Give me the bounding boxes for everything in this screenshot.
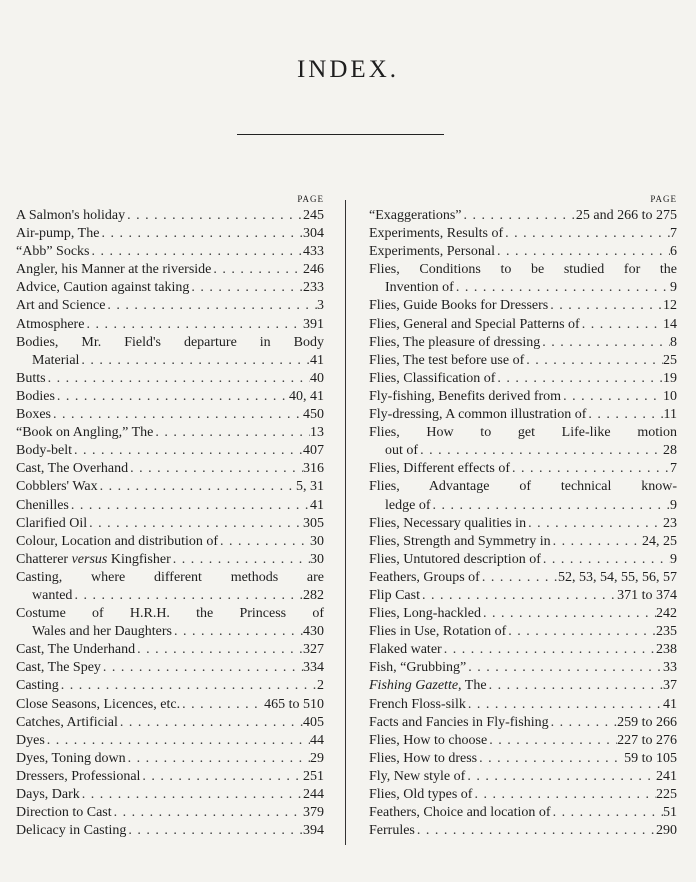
- leader-dots: [105, 297, 317, 315]
- index-entry: [16, 297, 324, 315]
- entry-text: Fly-fishing, Benefits derived from: [369, 388, 562, 404]
- page-title: INDEX.: [296, 56, 399, 83]
- page-column-label: PAGE: [297, 194, 324, 204]
- leader-dots: [472, 786, 656, 804]
- leader-dots: [487, 677, 663, 695]
- entry-text: Ferrules: [369, 823, 415, 839]
- entry-page-number: 19: [663, 370, 677, 386]
- entry-page-number: 41: [310, 497, 324, 513]
- index-entry: [369, 641, 677, 659]
- leader-dots: [430, 497, 670, 515]
- index-entry: [369, 207, 677, 225]
- entry-page-number: 7: [670, 226, 677, 242]
- index-entry: [16, 605, 324, 641]
- leader-dots: [98, 478, 296, 496]
- index-entry: [16, 316, 324, 334]
- entry-page-number: 244: [303, 787, 324, 802]
- entry-page-number: 407: [303, 443, 324, 459]
- entry-page-number: 9: [670, 280, 677, 296]
- entry-text: Dressers, Professional: [16, 768, 141, 784]
- leader-dots: [211, 261, 303, 279]
- title-rule: [237, 134, 444, 135]
- leader-dots: [118, 714, 303, 732]
- entry-text: Bodies, Mr. Field's departure in Body: [16, 334, 324, 350]
- entry-text: Flies, Conditions to be studied for the: [369, 262, 677, 278]
- leader-dots: [477, 750, 624, 768]
- entry-text: Flies, How to dress: [369, 750, 478, 766]
- entry-page-number: 282: [303, 587, 324, 603]
- entry-page-number: 7: [670, 461, 677, 477]
- entry-page-number: 24, 25: [642, 533, 677, 549]
- entry-page-number: 379: [303, 805, 324, 821]
- entry-page-number: 37: [663, 678, 677, 694]
- index-entry: [16, 442, 324, 460]
- entry-page-number: 6: [670, 244, 677, 260]
- entry-text: Catches, Artificial: [16, 714, 118, 730]
- entry-text: Direction to Cast: [16, 805, 112, 821]
- entry-page-number: 433: [303, 244, 324, 260]
- leader-dots: [548, 297, 663, 315]
- leader-dots: [580, 316, 663, 334]
- entry-text: Flies, Different effects of: [369, 461, 510, 477]
- entry-text: Invention of: [385, 280, 454, 296]
- leader-dots: [101, 659, 303, 677]
- index-entry: [369, 297, 677, 315]
- leader-dots: [59, 677, 317, 695]
- entry-text: Angler, his Manner at the riverside: [16, 262, 212, 278]
- index-list-right: [369, 207, 677, 840]
- entry-page-number: 25: [663, 352, 677, 368]
- entry-text: Colour, Location and distribution of: [16, 533, 219, 549]
- entry-text: Close Seasons, Licences, etc.: [16, 696, 181, 712]
- entry-text: Experiments, Results of: [369, 226, 504, 242]
- index-entry: [16, 696, 324, 714]
- index-entry: [16, 822, 324, 840]
- leader-dots: [180, 696, 264, 714]
- leader-dots: [420, 587, 617, 605]
- leader-dots: [551, 804, 663, 822]
- entry-page-number: 23: [663, 515, 677, 531]
- leader-dots: [442, 641, 656, 659]
- index-entry: [369, 460, 677, 478]
- leader-dots: [55, 388, 289, 406]
- index-entry: [16, 424, 324, 442]
- entry-page-number: 235: [656, 624, 677, 640]
- entry-text: Experiments, Personal: [369, 244, 495, 260]
- entry-text: Flies, Strength and Symmetry in: [369, 533, 551, 549]
- leader-dots: [466, 659, 663, 677]
- entry-text: Chatterer versus Kingfisher: [16, 551, 171, 567]
- entry-page-number: 9: [670, 497, 677, 513]
- index-entry: [16, 279, 324, 297]
- index-entry: [16, 569, 324, 605]
- index-entry: [16, 370, 324, 388]
- leader-dots: [112, 804, 303, 822]
- entry-text: Bodies: [16, 388, 55, 404]
- entry-text: Material: [32, 352, 80, 368]
- leader-dots: [480, 569, 558, 587]
- index-entry: [369, 478, 677, 514]
- entry-text: Fish, “Grubbing”: [369, 660, 467, 676]
- entry-text: “Exaggerations”: [369, 208, 462, 223]
- index-entry: [369, 750, 677, 768]
- leader-dots: [495, 243, 670, 261]
- leader-dots: [561, 388, 663, 406]
- index-entry: [16, 243, 324, 261]
- index-column-right: [369, 191, 677, 840]
- index-entry: [16, 641, 324, 659]
- index-entry: [369, 370, 677, 388]
- entry-text: Cobblers' Wax: [16, 479, 98, 495]
- entry-text: Delicacy in Casting: [16, 823, 127, 839]
- entry-page-number: 8: [670, 334, 677, 350]
- leader-dots: [126, 822, 303, 840]
- entry-page-number: 14: [663, 316, 677, 332]
- entry-page-number: 241: [656, 768, 677, 784]
- entry-page-number: 259 to 266: [617, 714, 677, 730]
- entry-page-number: 44: [310, 732, 324, 748]
- entry-text: Flies, Classification of: [369, 370, 496, 386]
- leader-dots: [540, 334, 670, 352]
- entry-page-number: 28: [663, 443, 677, 459]
- entry-text: Casting: [16, 678, 59, 694]
- entry-page-number: 430: [303, 624, 324, 640]
- entry-page-number: 245: [303, 208, 324, 223]
- index-entry: [369, 406, 677, 424]
- leader-dots: [72, 587, 303, 605]
- entry-text: Flies, How to get Life-like motion: [369, 425, 677, 441]
- index-entry: [16, 750, 324, 768]
- entry-page-number: 40, 41: [289, 388, 324, 404]
- entry-text: Flies, Long-hackled: [369, 606, 481, 622]
- index-entry: [369, 804, 677, 822]
- index-entry: [16, 551, 324, 569]
- index-entry: [16, 406, 324, 424]
- leader-dots: [506, 623, 656, 641]
- column-divider: [345, 200, 346, 845]
- entry-page-number: 316: [303, 461, 324, 477]
- entry-page-number: 405: [303, 714, 324, 730]
- index-entry: [16, 460, 324, 478]
- entry-text: Fly-dressing, A common illustration of: [369, 407, 587, 423]
- leader-dots: [418, 442, 663, 460]
- leader-dots: [549, 714, 617, 732]
- entry-text: “Abb” Socks: [16, 244, 90, 260]
- entry-page-number: 225: [656, 787, 677, 802]
- entry-text: Flaked water: [369, 642, 442, 658]
- index-entry: [369, 605, 677, 623]
- entry-text: Cast, The Spey: [16, 660, 101, 676]
- leader-dots: [171, 551, 310, 569]
- entry-text: Flies, Guide Books for Dressers: [369, 298, 549, 314]
- entry-page-number: 327: [303, 642, 324, 658]
- entry-page-number: 41: [663, 696, 677, 712]
- leader-dots: [551, 533, 642, 551]
- entry-text: Cast, The Overhand: [16, 461, 129, 477]
- leader-dots: [69, 497, 310, 515]
- leader-dots: [524, 352, 663, 370]
- leader-dots: [84, 316, 303, 334]
- entry-text: Atmosphere: [16, 316, 85, 332]
- entry-text: Body-belt: [16, 443, 72, 459]
- entry-text: Dyes: [16, 732, 45, 748]
- leader-dots: [79, 352, 310, 370]
- index-entry: [16, 515, 324, 533]
- entry-text: Flies in Use, Rotation of: [369, 624, 507, 640]
- index-entry: [369, 732, 677, 750]
- index-entry: [369, 822, 677, 840]
- index-entry: [16, 677, 324, 695]
- entry-text: Advice, Caution against taking: [16, 280, 190, 296]
- entry-text: Air-pump, The: [16, 226, 100, 242]
- entry-page-number: 251: [303, 768, 324, 784]
- leader-dots: [454, 279, 670, 297]
- index-entry: [369, 388, 677, 406]
- index-entry: [16, 478, 324, 496]
- index-entry: [16, 768, 324, 786]
- leader-dots: [481, 605, 656, 623]
- entry-text: Dyes, Toning down: [16, 750, 126, 766]
- leader-dots: [135, 641, 303, 659]
- index-entry: [369, 587, 677, 605]
- index-entry: [369, 623, 677, 641]
- entry-text: Fly, New style of: [369, 768, 466, 784]
- leader-dots: [586, 406, 663, 424]
- entry-page-number: 13: [310, 425, 324, 441]
- leader-dots: [126, 750, 310, 768]
- leader-dots: [189, 279, 303, 297]
- index-entry: [369, 569, 677, 587]
- leader-dots: [415, 822, 656, 840]
- index-entry: [369, 677, 677, 695]
- entry-text: Cast, The Underhand: [16, 642, 136, 658]
- entry-text: Art and Science: [16, 298, 106, 314]
- leader-dots: [526, 515, 663, 533]
- leader-dots: [46, 370, 310, 388]
- entry-page-number: 246: [303, 262, 324, 278]
- entry-text: Flies, How to choose: [369, 732, 488, 748]
- index-entry: [16, 261, 324, 279]
- leader-dots: [45, 732, 310, 750]
- index-entry: [16, 334, 324, 370]
- index-entry: [369, 768, 677, 786]
- entry-page-number: 5, 31: [296, 479, 324, 495]
- leader-dots: [465, 768, 656, 786]
- index-entry: [16, 533, 324, 551]
- entry-text: ledge of: [385, 497, 431, 513]
- entry-text: Feathers, Choice and location of: [369, 805, 551, 821]
- entry-page-number: 334: [303, 660, 324, 676]
- entry-page-number: 233: [303, 280, 324, 296]
- entry-text: Wales and her Daughters: [32, 624, 172, 640]
- leader-dots: [153, 424, 310, 442]
- leader-dots: [90, 243, 304, 261]
- index-entry: [369, 334, 677, 352]
- entry-page-number: 242: [656, 606, 677, 622]
- entry-text: Flies, The pleasure of dressing: [369, 334, 541, 350]
- entry-text: Flies, Old types of: [369, 787, 473, 802]
- entry-text: Chenilles: [16, 497, 69, 513]
- leader-dots: [72, 442, 303, 460]
- entry-page-number: 11: [663, 407, 677, 423]
- index-entry: [16, 714, 324, 732]
- entry-text: Flies, Untutored description of: [369, 551, 541, 567]
- leader-dots: [87, 515, 303, 533]
- entry-text: Flies, Advantage of technical know-: [369, 479, 677, 495]
- entry-text: out of: [385, 443, 419, 459]
- index-entry: [369, 352, 677, 370]
- entry-text: Days, Dark: [16, 787, 80, 802]
- index-list-left: [16, 207, 324, 840]
- index-entry: [16, 804, 324, 822]
- entry-page-number: 2: [317, 678, 324, 694]
- entry-text: A Salmon's holiday: [16, 208, 126, 223]
- leader-dots: [80, 786, 303, 804]
- entry-text: French Floss-silk: [369, 696, 466, 712]
- entry-page-number: 238: [656, 642, 677, 658]
- leader-dots: [99, 225, 303, 243]
- entry-page-number: 25 and 266 to 275: [575, 208, 677, 223]
- entry-text: Feathers, Groups of: [369, 569, 480, 585]
- entry-page-number: 465 to 510: [264, 696, 324, 712]
- entry-text: Flies, General and Special Patterns of: [369, 316, 580, 332]
- leader-dots: [218, 533, 310, 551]
- entry-page-number: 3: [317, 298, 324, 314]
- leader-dots: [128, 460, 303, 478]
- index-entry: [369, 515, 677, 533]
- leader-dots: [140, 768, 303, 786]
- leader-dots: [503, 225, 670, 243]
- entry-text: Clarified Oil: [16, 515, 88, 531]
- index-entry: [16, 659, 324, 677]
- entry-text: Casting, where different methods are: [16, 569, 324, 585]
- page-column-label: PAGE: [650, 194, 677, 204]
- leader-dots: [172, 623, 303, 641]
- index-entry: [16, 207, 324, 225]
- entry-text: Flies, Necessary qualities in: [369, 515, 527, 531]
- entry-page-number: 371 to 374: [617, 587, 677, 603]
- leader-dots: [487, 732, 617, 750]
- entry-page-number: 12: [663, 298, 677, 314]
- entry-page-number: 10: [663, 388, 677, 404]
- entry-text: Flip Cast: [369, 587, 420, 603]
- entry-page-number: 33: [663, 660, 677, 676]
- entry-text: wanted: [32, 587, 73, 603]
- entry-text: Costume of H.R.H. the Princess of: [16, 606, 324, 622]
- index-entry: [16, 786, 324, 804]
- index-entry: [369, 424, 677, 460]
- index-entry: [369, 225, 677, 243]
- index-entry: [369, 551, 677, 569]
- entry-page-number: 30: [310, 533, 324, 549]
- entry-page-number: 227 to 276: [617, 732, 677, 748]
- leader-dots: [51, 406, 303, 424]
- entry-text: Facts and Fancies in Fly-fishing: [369, 714, 549, 730]
- index-entry: [16, 497, 324, 515]
- entry-text: Fishing Gazette, The: [369, 678, 487, 694]
- entry-page-number: 40: [310, 370, 324, 386]
- leader-dots: [541, 551, 670, 569]
- index-entry: [369, 261, 677, 297]
- entry-page-number: 30: [310, 551, 324, 567]
- index-entry: [369, 316, 677, 334]
- index-entry: [369, 714, 677, 732]
- entry-page-number: 394: [303, 823, 324, 839]
- index-entry: [369, 696, 677, 714]
- entry-page-number: 391: [303, 316, 324, 332]
- index-entry: [369, 659, 677, 677]
- entry-text: Flies, The test before use of: [369, 352, 525, 368]
- leader-dots: [510, 460, 670, 478]
- index-column-left: [16, 191, 324, 840]
- entry-page-number: 41: [310, 352, 324, 368]
- entry-page-number: 59 to 105: [624, 750, 677, 766]
- entry-page-number: 450: [303, 407, 324, 423]
- entry-text: Butts: [16, 370, 46, 386]
- index-entry: [369, 533, 677, 551]
- leader-dots: [466, 696, 663, 714]
- index-entry: [369, 786, 677, 804]
- index-entry: [16, 732, 324, 750]
- entry-page-number: 304: [303, 226, 324, 242]
- entry-page-number: 9: [670, 551, 677, 567]
- index-entry: [369, 243, 677, 261]
- entry-page-number: 29: [310, 750, 324, 766]
- leader-dots: [495, 370, 663, 388]
- entry-text: “Book on Angling,” The: [16, 425, 154, 441]
- entry-page-number: 290: [656, 823, 677, 839]
- leader-dots: [125, 207, 303, 225]
- entry-page-number: 51: [663, 805, 677, 821]
- index-entry: [16, 388, 324, 406]
- entry-page-number: 305: [303, 515, 324, 531]
- index-entry: [16, 225, 324, 243]
- entry-page-number: 52, 53, 54, 55, 56, 57: [558, 569, 677, 585]
- leader-dots: [462, 207, 576, 225]
- entry-text: Boxes: [16, 407, 51, 423]
